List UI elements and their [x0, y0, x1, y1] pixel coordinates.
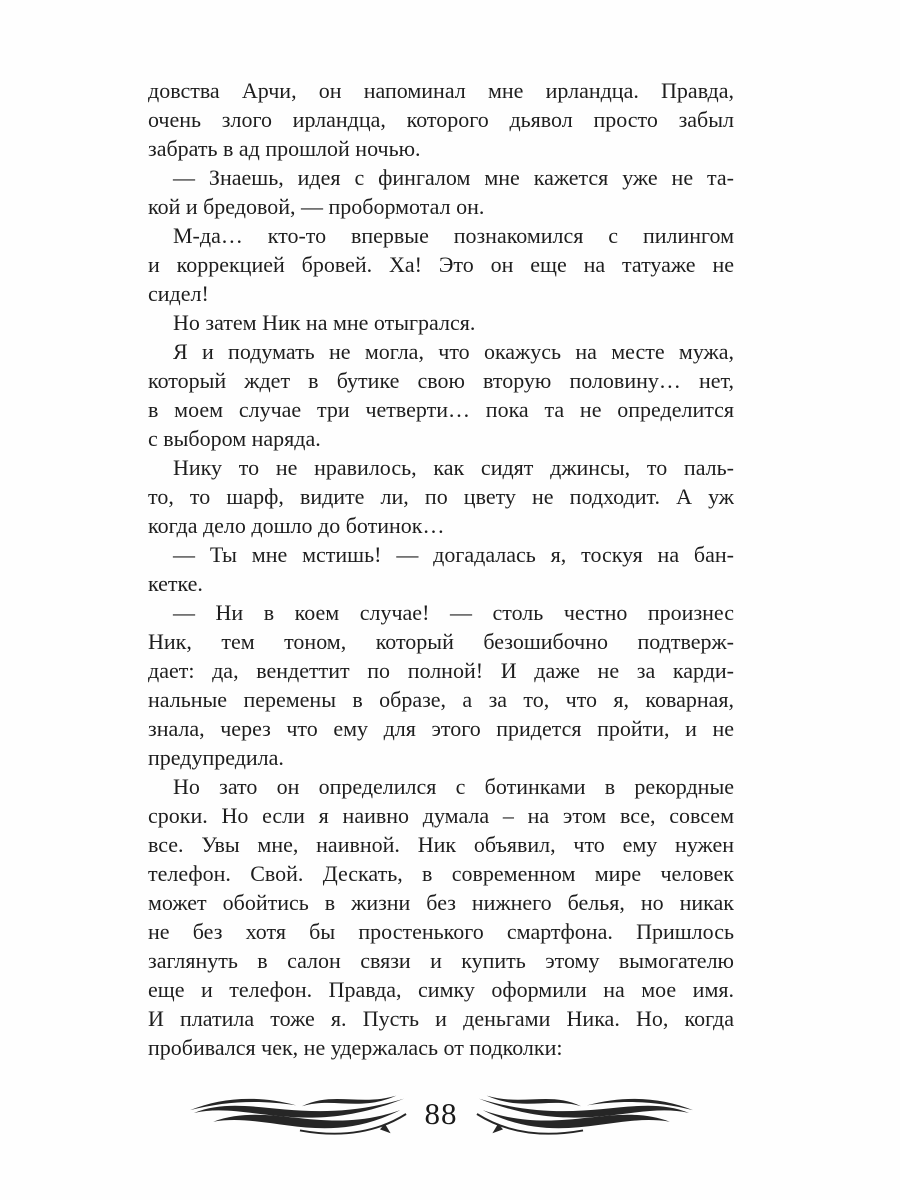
- text-line: все. Увы мне, наивной. Ник объявил, что ему нужен: [148, 832, 734, 857]
- text-line: телефон. Свой. Дескать, в современном мире человек: [148, 861, 734, 886]
- text-line: сроки. Но если я наивно думала – на этом все, совсем: [148, 803, 734, 828]
- text-line: то, то шарф, видите ли, по цвету не подходит. А уж: [148, 484, 734, 509]
- text-line: кой и бредовой, — пробормотал он.: [148, 194, 485, 219]
- text-line: в моем случае три четверти… пока та не определится: [148, 397, 734, 422]
- text-line: Но затем Ник на мне отыгрался.: [173, 310, 476, 335]
- text-line: — Знаешь, идея с фингалом мне кажется уже не та-: [173, 165, 734, 190]
- text-line: И платила тоже я. Пусть и деньгами Ника. Но, когда: [148, 1006, 734, 1031]
- text-line: — Ни в коем случае! — столь честно произнес: [173, 600, 734, 625]
- text-line: Нику то не нравилось, как сидят джинсы, то паль-: [173, 455, 734, 480]
- flourish-left-icon: [185, 1087, 413, 1141]
- text-line: знала, через что ему для этого придется пройти, и не: [148, 716, 734, 741]
- text-line: не без хотя бы простенького смартфона. Пришлось: [148, 919, 734, 944]
- flourish-right-icon: [470, 1087, 698, 1141]
- page-text: [148, 76, 734, 1062]
- text-line: кетке.: [148, 571, 203, 596]
- text-line: может обойтись в жизни без нижнего белья, но никак: [148, 890, 734, 915]
- text-line: нальные перемены в образе, а за то, что я, коварная,: [148, 687, 734, 712]
- page-footer: [148, 1086, 734, 1142]
- text-line: Ник, тем тоном, который безошибочно подтверж-: [148, 629, 734, 654]
- text-line: сидел!: [148, 281, 209, 306]
- text-line: который ждет в бутике свою вторую половину… нет,: [148, 368, 734, 393]
- text-line: Я и подумать не могла, что окажусь на месте мужа,: [173, 339, 734, 364]
- text-line: забрать в ад прошлой ночью.: [148, 136, 421, 161]
- text-line: пробивался чек, не удержалась от подколки:: [148, 1035, 563, 1060]
- text-line: когда дело дошло до ботинок…: [148, 513, 445, 538]
- text-line: предупредила.: [148, 745, 284, 770]
- text-line: дает: да, вендеттит по полной! И даже не за карди-: [148, 658, 734, 683]
- text-line: М-да… кто-то впервые познакомился с пилингом: [173, 223, 734, 248]
- text-line: — Ты мне мстишь! — догадалась я, тоскуя на бан-: [173, 542, 734, 567]
- text-line: очень злого ирландца, которого дьявол просто забыл: [148, 107, 734, 132]
- text-line: еще и телефон. Правда, симку оформили на мое имя.: [148, 977, 734, 1002]
- text-line: заглянуть в салон связи и купить этому вымогателю: [148, 948, 734, 973]
- text-line: Но зато он определился с ботинками в рекордные: [173, 774, 734, 799]
- text-line: и коррекцией бровей. Ха! Это он еще на татуаже не: [148, 252, 734, 277]
- page-number: 88: [424, 1096, 458, 1131]
- text-line: довства Арчи, он напоминал мне ирландца. Правда,: [148, 78, 734, 103]
- text-line: с выбором наряда.: [148, 426, 321, 451]
